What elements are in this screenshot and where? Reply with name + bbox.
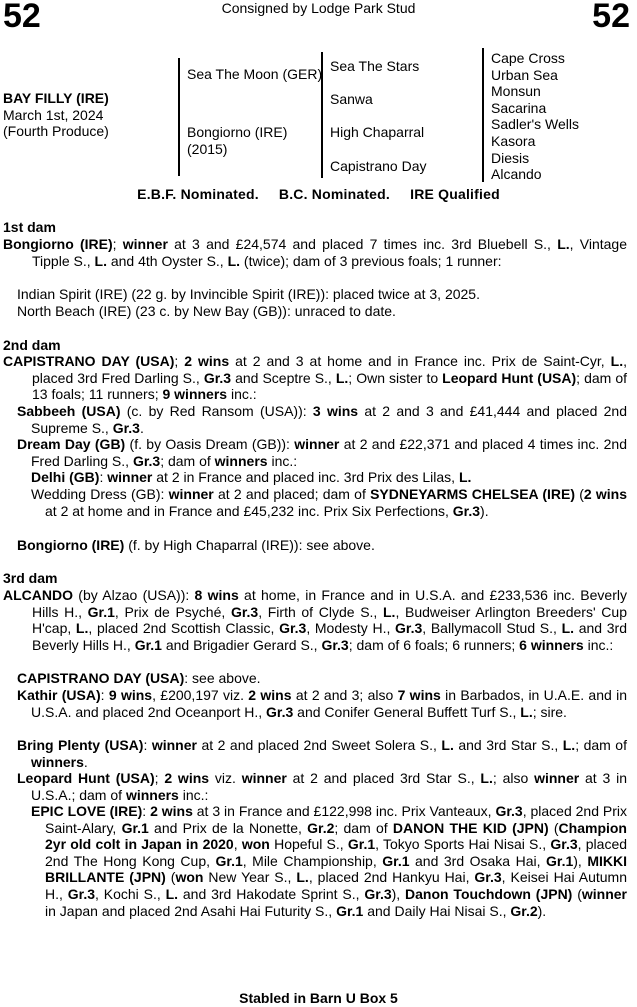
pedigree-line-1: [178, 58, 180, 176]
nominations: [0, 186, 637, 203]
pedigree-line-3: [482, 48, 484, 182]
pedigree-g4-8: Alcando: [491, 166, 542, 183]
pedigree-dam-sire: High Chaparral: [330, 124, 425, 140]
pedigree-g4-4: Sacarina: [491, 99, 547, 116]
horse-info: [3, 90, 109, 140]
produce-item: Leopard Hunt (USA); 2 wins viz. winner at 2 and placed 3rd Star S., L.; also winner at 3 in U.S.A.; dam of winners inc.:: [17, 770, 628, 803]
nomination-ebf: E.B.F. Nominated.: [137, 186, 259, 202]
pedigree-sire: Sea The Moon (GER): [187, 66, 323, 82]
pedigree-g4-5: Sadler's Wells: [491, 116, 579, 133]
pedigree-g4-2: Urban Sea: [491, 66, 558, 83]
pedigree-g4-7: Diesis: [491, 149, 530, 166]
pedigree-dam: Bongiorno (IRE) (2015): [187, 124, 288, 157]
pedigree-g4-6: Kasora: [491, 133, 536, 149]
section-second-dam: 2nd dam: [3, 337, 61, 353]
first-dam-paragraph: Bongiorno (IRE); winner at 3 and £24,574 and placed 7 times inc. 3rd Bluebell S., L., Vintage Tipple S., L. and 4th Oyster S., L. (twice); dam of 3 previous foals; 1 runner:: [3, 236, 627, 269]
consignor: Consigned by Lodge Park Stud: [221, 0, 416, 16]
lot-number-left: 52: [3, 0, 41, 35]
produce-item: Bongiorno (IRE) (f. by High Chaparral (IRE)): see above.: [17, 537, 375, 553]
second-dam-paragraph: CAPISTRANO DAY (USA); 2 wins at 2 and 3 at home and in France inc. Prix de Saint-Cyr, L., placed 3rd Fred Darling S., Gr.3 and Sceptre S., L.; Own sister to Leopard Hunt (USA); dam of 13 foals; 11 runners; 9 winners inc.:: [3, 353, 628, 403]
produce-item: Indian Spirit (IRE) (22 g. by Invincible Spirit (IRE)): placed twice at 3, 2025.: [17, 286, 480, 302]
nomination-ire: IRE Qualified: [410, 186, 500, 202]
lot-number-right: 52: [592, 0, 630, 35]
pedigree-g4-3: Monsun: [491, 83, 541, 100]
horse-name: BAY FILLY (IRE): [3, 90, 109, 106]
produce-item: Delhi (GB): winner at 2 in France and placed inc. 3rd Prix des Lilas, L.: [31, 469, 472, 485]
produce-item: Sabbeeh (USA) (c. by Red Ransom (USA)): 3 wins at 2 and 3 and £41,444 and placed 2nd Supreme S., Gr.3.: [17, 403, 627, 436]
stabling-info: Stabled in Barn U Box 5: [239, 990, 398, 1006]
nomination-bc: B.C. Nominated.: [278, 186, 391, 202]
produce-item: CAPISTRANO DAY (USA): see above.: [17, 670, 261, 686]
produce-item: Bring Plenty (USA): winner at 2 and placed 2nd Sweet Solera S., L. and 3rd Star S., L.; dam of winners.: [17, 737, 627, 770]
produce-item: Wedding Dress (GB): winner at 2 and placed; dam of SYDNEYARMS CHELSEA (IRE) (2 wins at 2 at home and in France and £45,232 inc. Prix Six Perfections, Gr.3).: [31, 486, 628, 519]
horse-produce: (Fourth Produce): [3, 123, 109, 140]
section-third-dam: 3rd dam: [3, 570, 58, 586]
pedigree-g4-1: Cape Cross: [491, 50, 565, 66]
pedigree-dam-dam: Capistrano Day: [330, 158, 427, 174]
produce-item: North Beach (IRE) (23 c. by New Bay (GB)): unraced to date.: [17, 302, 396, 319]
horse-dob: March 1st, 2024: [3, 106, 104, 123]
third-dam-paragraph: ALCANDO (by Alzao (USA)): 8 wins at home, in France and in U.S.A. and £233,536 inc. Beverly Hills H., Gr.1, Prix de Psyché, Gr.3, Firth of Clyde S., L., Budweiser Arlington Breeders' Cup H'cap, L., placed 2nd Scottish Classic, Gr.3, Modesty H., Gr.3, Ballymacoll Stud S., L. and 3rd Beverly Hills H., Gr.1 and Brigadier Gerard S., Gr.3; dam of 6 foals; 6 runners; 6 winners inc.:: [3, 587, 627, 653]
produce-item: Dream Day (GB) (f. by Oasis Dream (GB)): winner at 2 and £22,371 and placed 4 times inc. 2nd Fred Darling S., Gr.3; dam of winners inc.:: [17, 436, 627, 469]
produce-item: EPIC LOVE (IRE): 2 wins at 3 in France and £122,998 inc. Prix Vanteaux, Gr.3, placed 2nd Prix Saint-Alary, Gr.1 and Prix de la Nonette, Gr.2; dam of DANON THE KID (JPN) (Champion 2yr old colt in Japan in 2020, won Hopeful S., Gr.1, Tokyo Sports Hai Nisai S., Gr.3, placed 2nd The Hong Kong Cup, Gr.1, Mile Championship, Gr.1 and 3rd Osaka Hai, Gr.1), MIKKI BRILLANTE (JPN) (won New Year S., L., placed 2nd Hankyu Hai, Gr.3, Keisei Hai Autumn H., Gr.3, Kochi S., L. and 3rd Hakodate Sprint S., Gr.3), Danon Touchdown (JPN) (winner in Japan and placed 2nd Asahi Hai Futurity S., Gr.1 and Daily Hai Nisai S., Gr.2).: [31, 803, 628, 919]
pedigree-sire-sire: Sea The Stars: [330, 58, 420, 74]
section-first-dam: 1st dam: [3, 219, 56, 235]
produce-item: Kathir (USA): 9 wins, £200,197 viz. 2 wins at 2 and 3; also 7 wins in Barbados, in U.A.E. and in U.S.A. and placed 2nd Oceanport H., Gr.3 and Conifer General Buffett Turf S., L.; sire.: [17, 687, 627, 720]
pedigree-sire-dam: Sanwa: [330, 91, 373, 107]
